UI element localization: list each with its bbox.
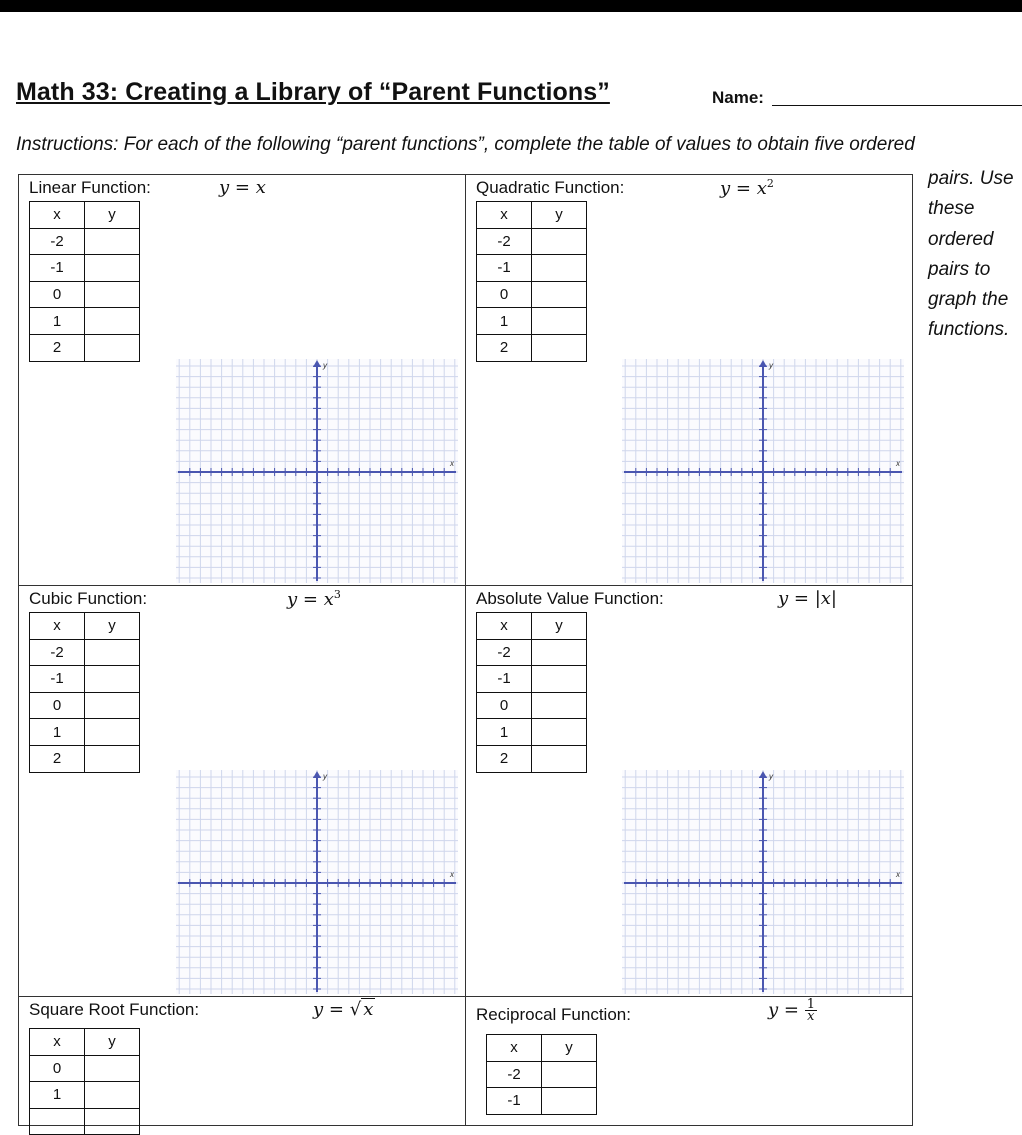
- y-axis-label: y: [323, 772, 327, 781]
- y-header: y: [532, 202, 587, 229]
- instructions-line: these: [928, 198, 975, 220]
- y-input[interactable]: [542, 1088, 597, 1115]
- function-label: Reciprocal Function:: [476, 1005, 631, 1024]
- y-axis-label: y: [323, 361, 327, 370]
- reciprocal-equation: y = $\frac{1}{x}$: [768, 997, 815, 1024]
- y-axis-label: y: [769, 772, 773, 781]
- y-input[interactable]: [532, 639, 587, 666]
- x-value: -2: [477, 228, 532, 255]
- y-input[interactable]: [532, 692, 587, 719]
- y-input[interactable]: [85, 255, 140, 282]
- x-axis-label: x: [450, 459, 454, 468]
- y-input[interactable]: [532, 281, 587, 308]
- y-input[interactable]: [85, 719, 140, 746]
- x-value: 0: [30, 692, 85, 719]
- quadratic-equation: $y = x^2$: [720, 177, 774, 199]
- y-input[interactable]: [85, 308, 140, 335]
- x-value: -1: [30, 666, 85, 693]
- y-input[interactable]: [85, 228, 140, 255]
- linear-function-cell: [18, 174, 466, 586]
- x-header: x: [30, 1029, 85, 1056]
- y-input[interactable]: [85, 281, 140, 308]
- x-value: [30, 1108, 85, 1135]
- cubic-function-cell: [18, 585, 466, 997]
- value-table: [486, 1034, 597, 1115]
- x-value: 2: [477, 334, 532, 361]
- y-input[interactable]: [532, 255, 587, 282]
- instructions-line: functions.: [928, 319, 1010, 341]
- y-header: y: [85, 1029, 140, 1056]
- x-axis-label: x: [896, 870, 900, 879]
- x-axis-label: x: [450, 870, 454, 879]
- instructions-line: pairs. Use: [928, 168, 1014, 189]
- value-table: [476, 201, 587, 362]
- y-axis-label: y: [769, 361, 773, 370]
- value-table: [29, 612, 140, 773]
- instructions-line: graph the: [928, 289, 1009, 311]
- y-input[interactable]: [85, 666, 140, 693]
- x-value: 0: [477, 281, 532, 308]
- y-input[interactable]: [85, 639, 140, 666]
- name-label: Name:: [712, 88, 764, 107]
- x-value: 1: [30, 308, 85, 335]
- instructions-text: Instructions: For each of the following “parent functions”, complete the table of values to obtain five ordered: [16, 134, 915, 155]
- x-axis-label: x: [896, 459, 900, 468]
- x-value: 0: [30, 281, 85, 308]
- worksheet-title: Math 33: Creating a Library of “Parent Functions”: [16, 78, 610, 106]
- function-label: Linear Function:: [29, 178, 151, 197]
- y-input[interactable]: [532, 745, 587, 772]
- top-edge-bar: [0, 0, 1022, 12]
- x-header: x: [477, 202, 532, 229]
- y-input[interactable]: [532, 719, 587, 746]
- x-value: -1: [487, 1088, 542, 1115]
- x-header: x: [30, 202, 85, 229]
- x-value: -2: [477, 639, 532, 666]
- y-header: y: [542, 1035, 597, 1062]
- coordinate-grid[interactable]: [176, 359, 458, 583]
- x-value: -2: [30, 639, 85, 666]
- coordinate-grid[interactable]: [176, 770, 458, 994]
- y-input[interactable]: [85, 692, 140, 719]
- absolute-value-equation: y = |x|: [778, 588, 837, 609]
- x-value: 0: [477, 692, 532, 719]
- y-input[interactable]: [532, 308, 587, 335]
- x-value: 1: [477, 308, 532, 335]
- x-value: -1: [477, 666, 532, 693]
- quadratic-function-cell: [465, 174, 913, 586]
- instructions-continued: [928, 164, 1022, 346]
- x-value: -1: [477, 255, 532, 282]
- x-header: x: [487, 1035, 542, 1062]
- x-header: x: [30, 613, 85, 640]
- absolute-value-function-cell: [465, 585, 913, 997]
- x-value: -1: [30, 255, 85, 282]
- function-label: Quadratic Function:: [476, 178, 625, 197]
- x-value: -2: [487, 1061, 542, 1088]
- x-value: 2: [30, 745, 85, 772]
- x-value: 1: [30, 719, 85, 746]
- y-input[interactable]: [85, 1082, 140, 1109]
- value-table: [29, 201, 140, 362]
- y-header: y: [532, 613, 587, 640]
- square-root-function-cell: [18, 996, 466, 1126]
- coordinate-grid[interactable]: [622, 359, 904, 583]
- name-field-line[interactable]: [772, 105, 1022, 106]
- x-header: x: [477, 613, 532, 640]
- y-input[interactable]: [532, 228, 587, 255]
- y-input[interactable]: [532, 334, 587, 361]
- coordinate-grid[interactable]: [622, 770, 904, 994]
- y-input[interactable]: [532, 666, 587, 693]
- linear-equation: y = x: [219, 177, 266, 198]
- cubic-equation: $y = x^3$: [287, 588, 341, 610]
- x-value: 1: [477, 719, 532, 746]
- instructions-line: pairs to: [928, 258, 991, 280]
- y-input[interactable]: [542, 1061, 597, 1088]
- x-value: 0: [30, 1055, 85, 1082]
- value-table: [29, 1028, 140, 1135]
- y-header: y: [85, 613, 140, 640]
- x-value: 1: [30, 1082, 85, 1109]
- reciprocal-function-cell: [465, 996, 913, 1126]
- x-value: 2: [477, 745, 532, 772]
- value-table: [476, 612, 587, 773]
- function-label: Cubic Function:: [29, 589, 148, 608]
- y-input[interactable]: [85, 1108, 140, 1135]
- instructions-line: ordered: [928, 228, 994, 250]
- y-input[interactable]: [85, 334, 140, 361]
- square-root-equation: y = √ x: [313, 999, 374, 1020]
- x-value: 2: [30, 334, 85, 361]
- y-input[interactable]: [85, 1055, 140, 1082]
- function-label: Absolute Value Function:: [476, 589, 664, 608]
- x-value: -2: [30, 228, 85, 255]
- function-label: Square Root Function:: [29, 1000, 200, 1019]
- y-input[interactable]: [85, 745, 140, 772]
- y-header: y: [85, 202, 140, 229]
